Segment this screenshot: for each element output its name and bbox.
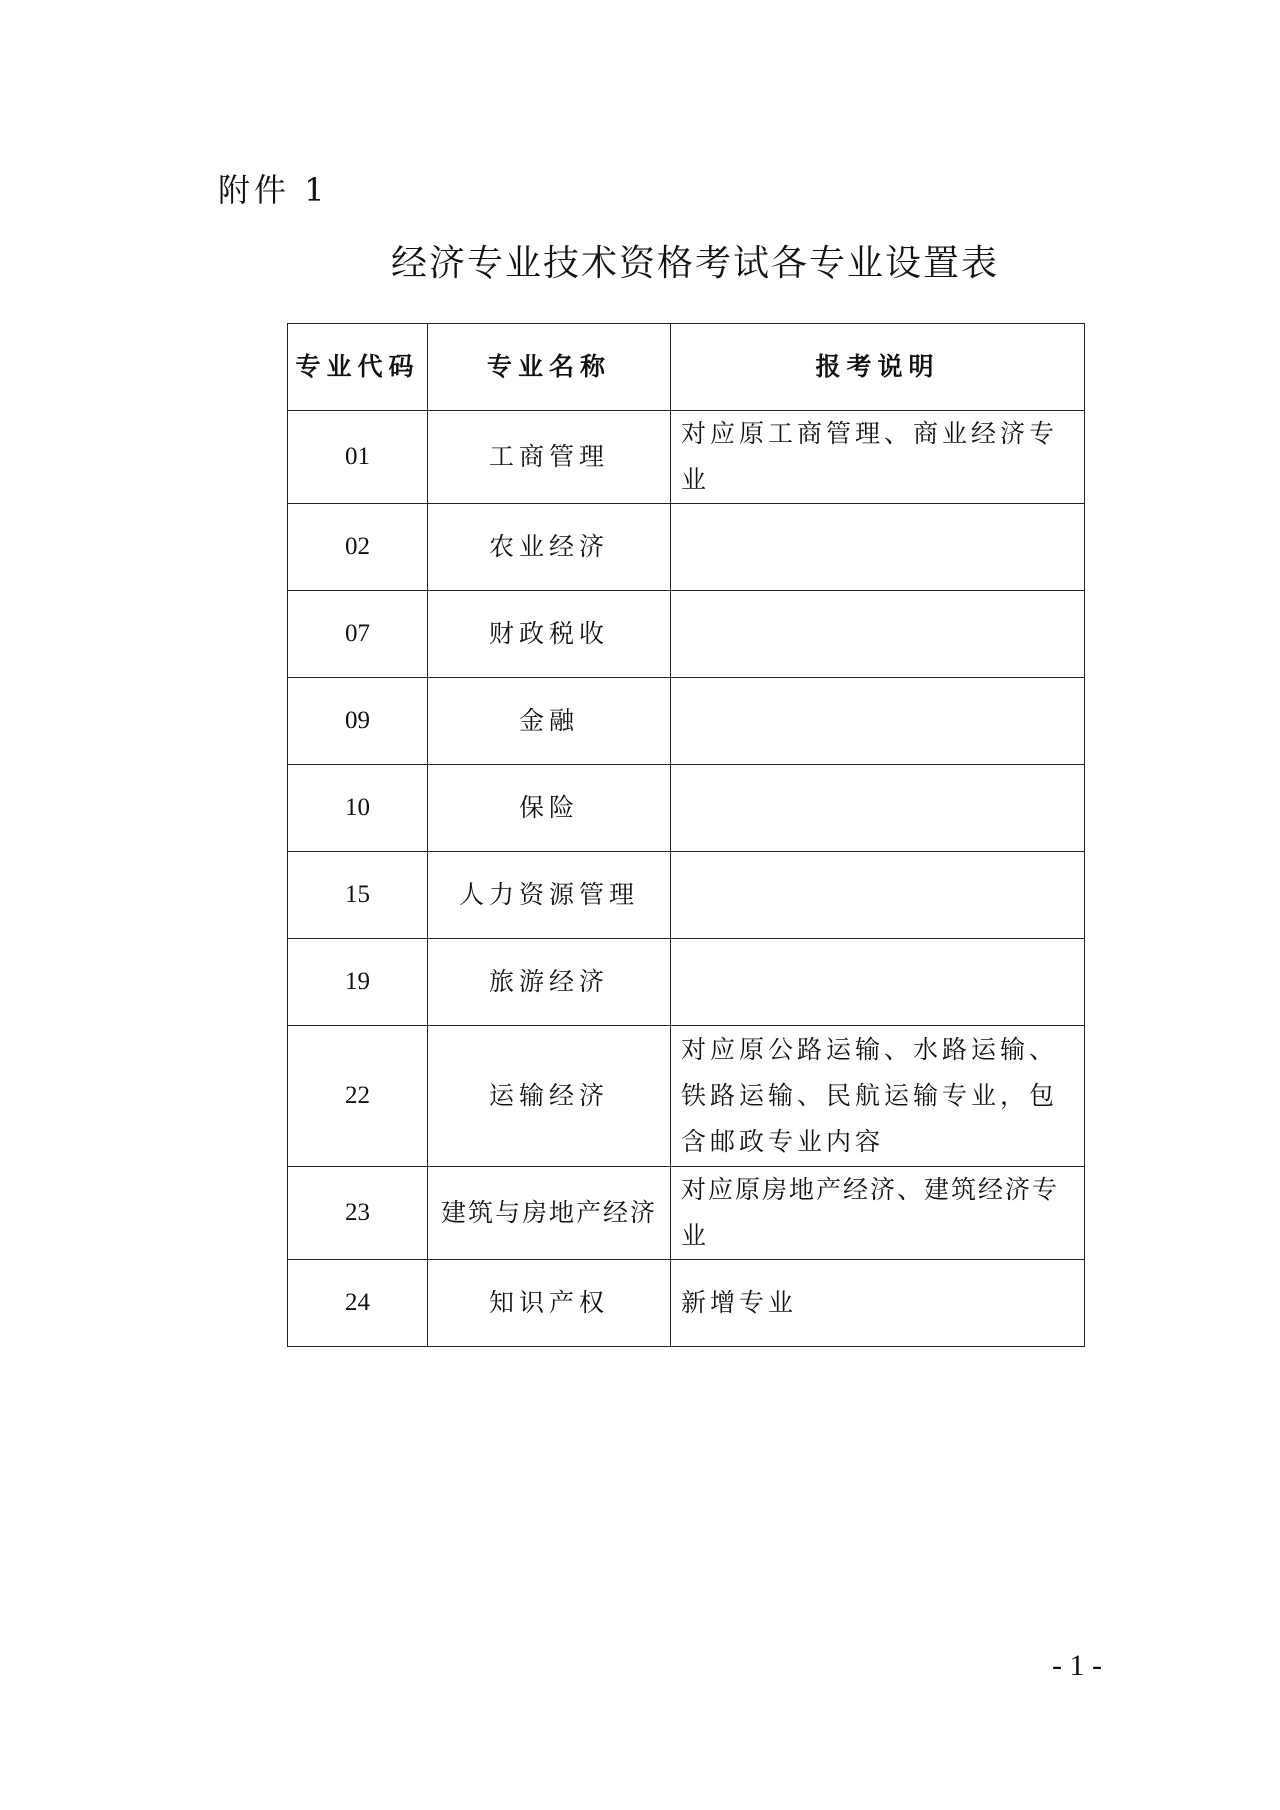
cell-code: 09: [288, 678, 428, 765]
table-row: [288, 678, 1085, 765]
column-header-note: 报考说明: [671, 324, 1085, 411]
cell-code: 01: [288, 411, 428, 504]
cell-code: 19: [288, 939, 428, 1026]
cell-note: [671, 765, 1085, 852]
column-header-name: 专业名称: [428, 324, 671, 411]
cell-code: 24: [288, 1260, 428, 1347]
table-header-row: [288, 324, 1085, 411]
page-number: - 1 -: [1052, 1649, 1102, 1682]
cell-note: 对应原工商管理、商业经济专业: [671, 411, 1085, 504]
cell-name: 保险: [428, 765, 671, 852]
table-row: [288, 591, 1085, 678]
cell-name: 财政税收: [428, 591, 671, 678]
table-row: [288, 765, 1085, 852]
cell-note: 新增专业: [671, 1260, 1085, 1347]
cell-name: 建筑与房地产经济: [428, 1167, 671, 1260]
attachment-label: 附件 1: [218, 171, 329, 209]
cell-note: [671, 678, 1085, 765]
cell-note: [671, 939, 1085, 1026]
cell-name: 运输经济: [428, 1026, 671, 1167]
cell-name: 工商管理: [428, 411, 671, 504]
cell-name: 人力资源管理: [428, 852, 671, 939]
cell-name: 知识产权: [428, 1260, 671, 1347]
table-row: [288, 939, 1085, 1026]
cell-code: 02: [288, 504, 428, 591]
table-row: [288, 852, 1085, 939]
cell-note: [671, 852, 1085, 939]
cell-code: 22: [288, 1026, 428, 1167]
table-row: [288, 504, 1085, 591]
cell-note: [671, 591, 1085, 678]
cell-code: 07: [288, 591, 428, 678]
table-row: [288, 1026, 1085, 1167]
column-header-code: 专业代码: [288, 324, 428, 411]
cell-code: 23: [288, 1167, 428, 1260]
document-title: 经济专业技术资格考试各专业设置表: [390, 243, 999, 284]
cell-name: 农业经济: [428, 504, 671, 591]
table-row: [288, 1260, 1085, 1347]
table-row: [288, 1167, 1085, 1260]
table-row: [288, 411, 1085, 504]
cell-note: 对应原公路运输、水路运输、铁路运输、民航运输专业，包含邮政专业内容: [671, 1026, 1085, 1167]
cell-note: [671, 504, 1085, 591]
cell-code: 10: [288, 765, 428, 852]
major-settings-table: [287, 323, 1085, 1347]
cell-note: 对应原房地产经济、建筑经济专业: [671, 1167, 1085, 1260]
cell-code: 15: [288, 852, 428, 939]
cell-name: 旅游经济: [428, 939, 671, 1026]
cell-name: 金融: [428, 678, 671, 765]
